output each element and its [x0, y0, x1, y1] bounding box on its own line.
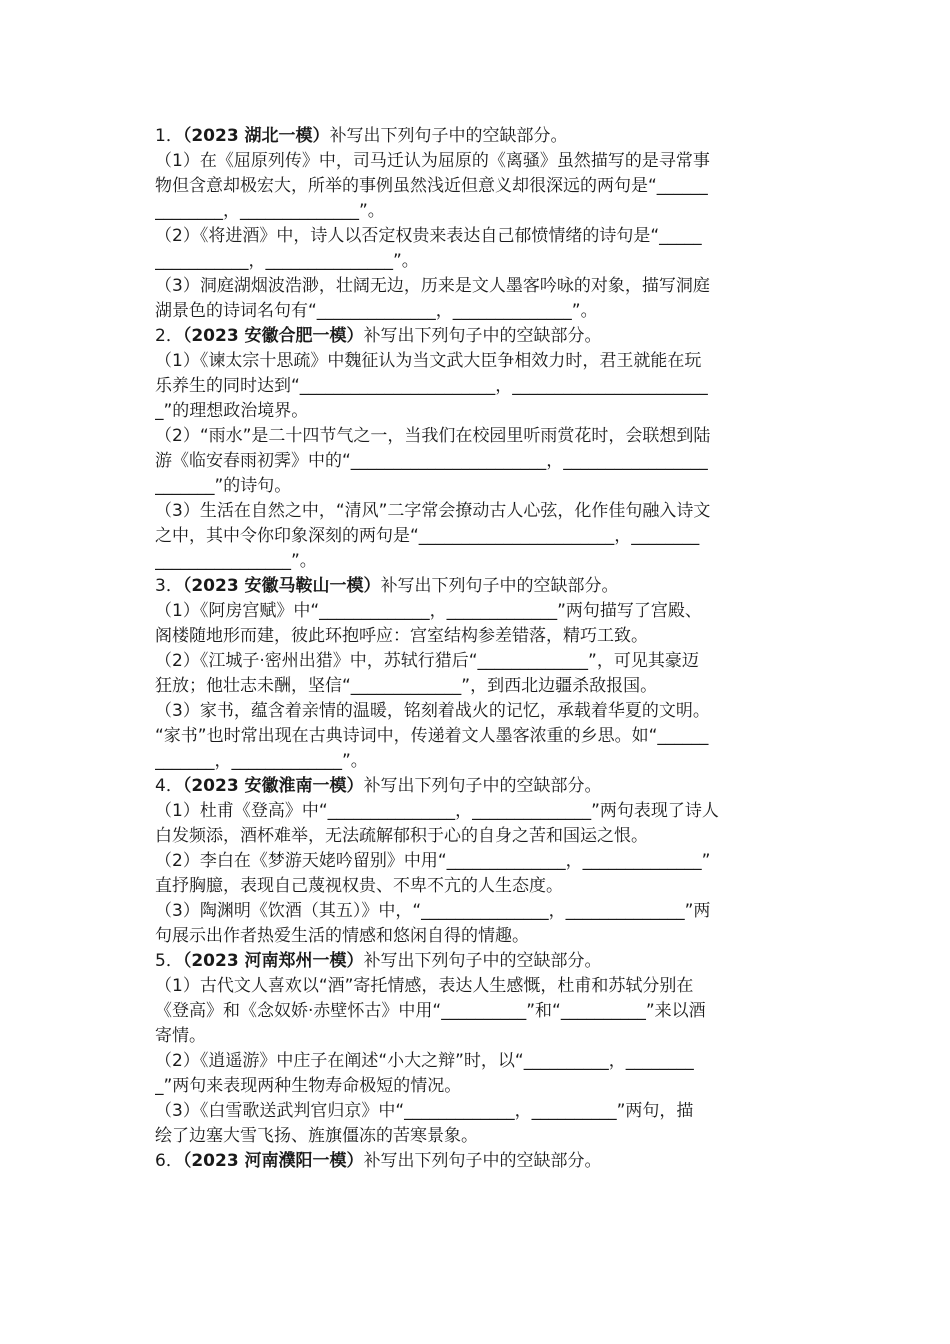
- question-3-line: _______，_____________”。: [155, 751, 368, 771]
- question-prompt: 补写出下列句子中的空缺部分。: [363, 326, 602, 346]
- question-2-line: _______”的诗句。: [155, 476, 292, 496]
- question-number: 5．: [155, 951, 183, 971]
- question-4-line: 句展示出作者热爱生活的情感和悠闲自得的情趣。: [155, 926, 529, 946]
- question-1-line: ________，______________”。: [155, 201, 385, 221]
- question-2-line: （3）生活在自然之中，“清风”二字常会撩动古人心弦，化作佳句融入诗文: [155, 501, 711, 521]
- question-6-heading: [155, 1149, 797, 1174]
- question-4-line: 直抒胸臆，表现自己蔑视权贵、不卑不亢的人生态度。: [155, 876, 563, 896]
- question-3-line: （1）《阿房宫赋》中“_____________，_____________”两句描写了宫殿、: [155, 601, 702, 621]
- question-2-line: ________________”。: [155, 551, 317, 571]
- question-1-line: ___________，_______________”。: [155, 251, 419, 271]
- question-5-line: _”两句来表现两种生物寿命极短的情况。: [155, 1076, 462, 1096]
- question-5-line: （2）《逍遥游》中庄子在阐述“小大之辩”时，以“__________，________: [155, 1051, 694, 1071]
- question-1-heading: [155, 124, 797, 149]
- question-1-line: 物但含意却极宏大，所举的事例虽然浅近但意义却很深远的两句是“______: [155, 176, 708, 196]
- question-4-line: 白发频添，酒杯难举，无法疏解郁积于心的自身之苦和国运之恨。: [155, 826, 648, 846]
- question-4-line: （1）杜甫《登高》中“_______________，______________”两句表现了诗人: [155, 801, 719, 821]
- question-number: 3．: [155, 576, 183, 596]
- question-2-line: _”的理想政治境界。: [155, 401, 309, 421]
- question-4-line: （3）陶渊明《饮酒（其五）》中，“_______________，______________”两: [155, 901, 711, 921]
- question-prompt: 补写出下列句子中的空缺部分。: [363, 951, 602, 971]
- question-3-line: （2）《江城子·密州出猎》中，苏轼行猎后“_____________”，可见其豪迈: [155, 651, 699, 671]
- question-3-line: 狂放；他壮志未酬，坚信“_____________”，到西北边疆杀敌报国。: [155, 676, 658, 696]
- question-5-line: 绘了边塞大雪飞扬、旌旗僵冻的苦寒景象。: [155, 1126, 478, 1146]
- question-5-line: 寄情。: [155, 1026, 206, 1046]
- question-prompt: 补写出下列句子中的空缺部分。: [363, 776, 602, 796]
- question-1-line: 湖景色的诗词名句有“______________，______________”。: [155, 301, 598, 321]
- question-1-line: （3）洞庭湖烟波浩渺，壮阔无边，历来是文人墨客吟咏的对象，描写洞庭: [155, 276, 710, 296]
- question-prompt: 补写出下列句子中的空缺部分。: [380, 576, 619, 596]
- question-source-tag: （2023 河南郑州一模）: [182, 951, 364, 971]
- question-2-line: （1）《谏太宗十思疏》中魏征认为当文武大臣争相效力时，君王就能在玩: [155, 351, 702, 371]
- question-4-line: （2）李白在《梦游天姥吟留别》中用“______________，______________”: [155, 851, 711, 871]
- question-number: 6．: [155, 1151, 183, 1171]
- question-2-line: 之中，其中令你印象深刻的两句是“_______________________，________: [155, 526, 700, 546]
- question-prompt: 补写出下列句子中的空缺部分。: [329, 126, 568, 146]
- question-number: 2．: [155, 326, 183, 346]
- question-2-line: （2）“雨水”是二十四节气之一，当我们在校园里听雨赏花时，会联想到陆: [155, 426, 711, 446]
- question-2-line: 乐养生的同时达到“_______________________，_______________________: [155, 376, 708, 396]
- question-number: 1．: [155, 126, 183, 146]
- question-source-tag: （2023 湖北一模）: [182, 126, 330, 146]
- question-prompt: 补写出下列句子中的空缺部分。: [363, 1151, 602, 1171]
- document-body: [155, 124, 797, 1174]
- question-5-heading: [155, 949, 797, 974]
- question-5-line: （1）古代文人喜欢以“酒”寄托情感，表达人生感慨，杜甫和苏轼分别在: [155, 976, 694, 996]
- question-3-heading: [155, 574, 797, 599]
- question-2-heading: [155, 324, 797, 349]
- question-source-tag: （2023 河南濮阳一模）: [182, 1151, 364, 1171]
- question-number: 4．: [155, 776, 183, 796]
- question-1-line: （1）在《屈原列传》中，司马迁认为屈原的《离骚》虽然描写的是寻常事: [155, 151, 710, 171]
- question-2-line: 游《临安春雨初霁》中的“_______________________，_________________: [155, 451, 708, 471]
- question-3-line: （3）家书，蕴含着亲情的温暖，铭刻着战火的记忆，承载着华夏的文明。: [155, 701, 710, 721]
- question-3-line: 阁楼随地形而建，彼此环抱呼应：宫室结构参差错落，精巧工致。: [155, 626, 648, 646]
- question-3-line: “家书”也时常出现在古典诗词中，传递着文人墨客浓重的乡思。如“______: [155, 726, 709, 746]
- question-4-heading: [155, 774, 797, 799]
- question-1-line: （2）《将进酒》中，诗人以否定权贵来表达自己郁愤情绪的诗句是“_____: [155, 226, 702, 246]
- question-5-line: 《登高》和《念奴娇·赤壁怀古》中用“__________”和“__________”来以酒: [155, 1001, 706, 1021]
- question-5-line: （3）《白雪歌送武判官归京》中“_____________，__________”两句，描: [155, 1101, 694, 1121]
- question-source-tag: （2023 安徽淮南一模）: [182, 776, 364, 796]
- question-source-tag: （2023 安徽合肥一模）: [182, 326, 364, 346]
- question-source-tag: （2023 安徽马鞍山一模）: [182, 576, 381, 596]
